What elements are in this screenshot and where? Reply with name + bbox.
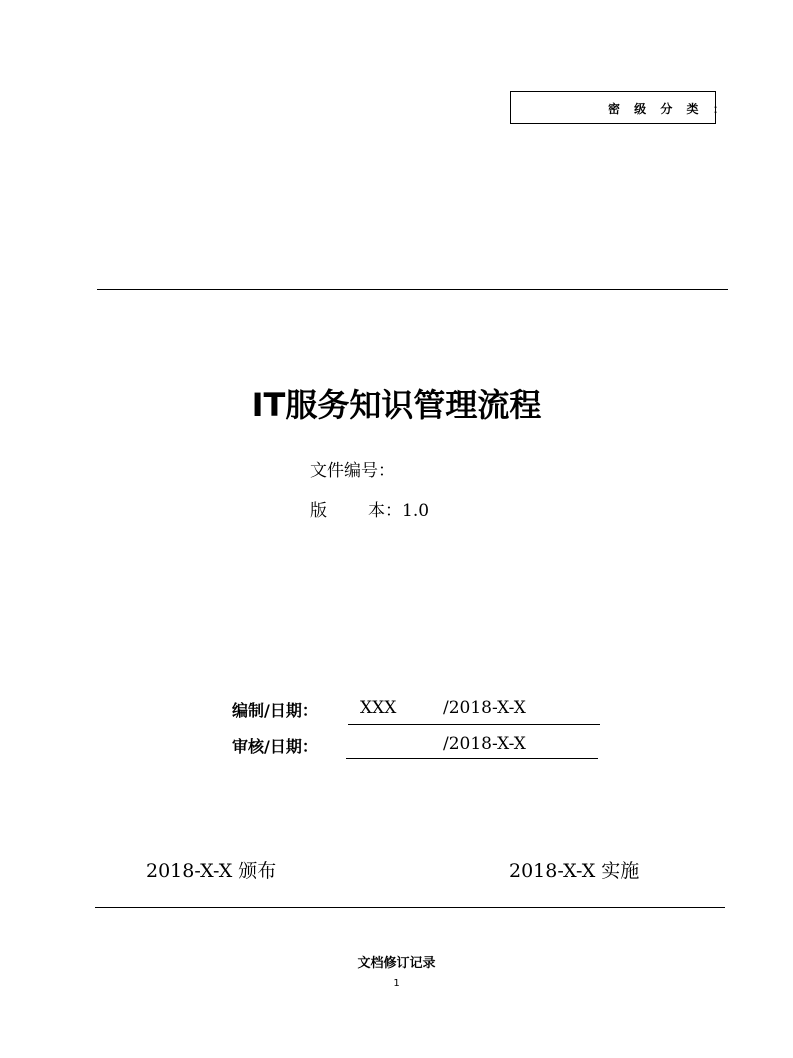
classification-label: 密 级 分 类 ： — [608, 102, 730, 116]
classification-box — [510, 91, 730, 124]
version-label-a: 版 — [310, 501, 327, 521]
page-number: 1 — [393, 978, 400, 989]
author-underline — [348, 724, 600, 725]
top-divider — [97, 289, 728, 290]
publish-date: 2018-X-X 颁布 — [146, 860, 277, 882]
author-date-label: 编制/日期： — [232, 701, 318, 720]
document-title: IT服务知识管理流程 — [251, 386, 542, 424]
version-label-b: 本： — [368, 501, 402, 521]
version-line — [310, 496, 429, 521]
revision-record-heading: 文档修订记录 — [357, 956, 436, 971]
author-date: /2018-X-X — [443, 698, 526, 718]
reviewer-date-label: 审核/日期： — [232, 737, 318, 756]
reviewer-underline — [346, 758, 598, 759]
document-number-label: 文件编号： — [310, 461, 395, 481]
author-name: XXX — [360, 698, 397, 718]
bottom-divider — [95, 907, 725, 908]
version-value: 1.0 — [402, 501, 430, 521]
reviewer-date: /2018-X-X — [443, 734, 526, 754]
effective-date: 2018-X-X 实施 — [509, 860, 640, 882]
